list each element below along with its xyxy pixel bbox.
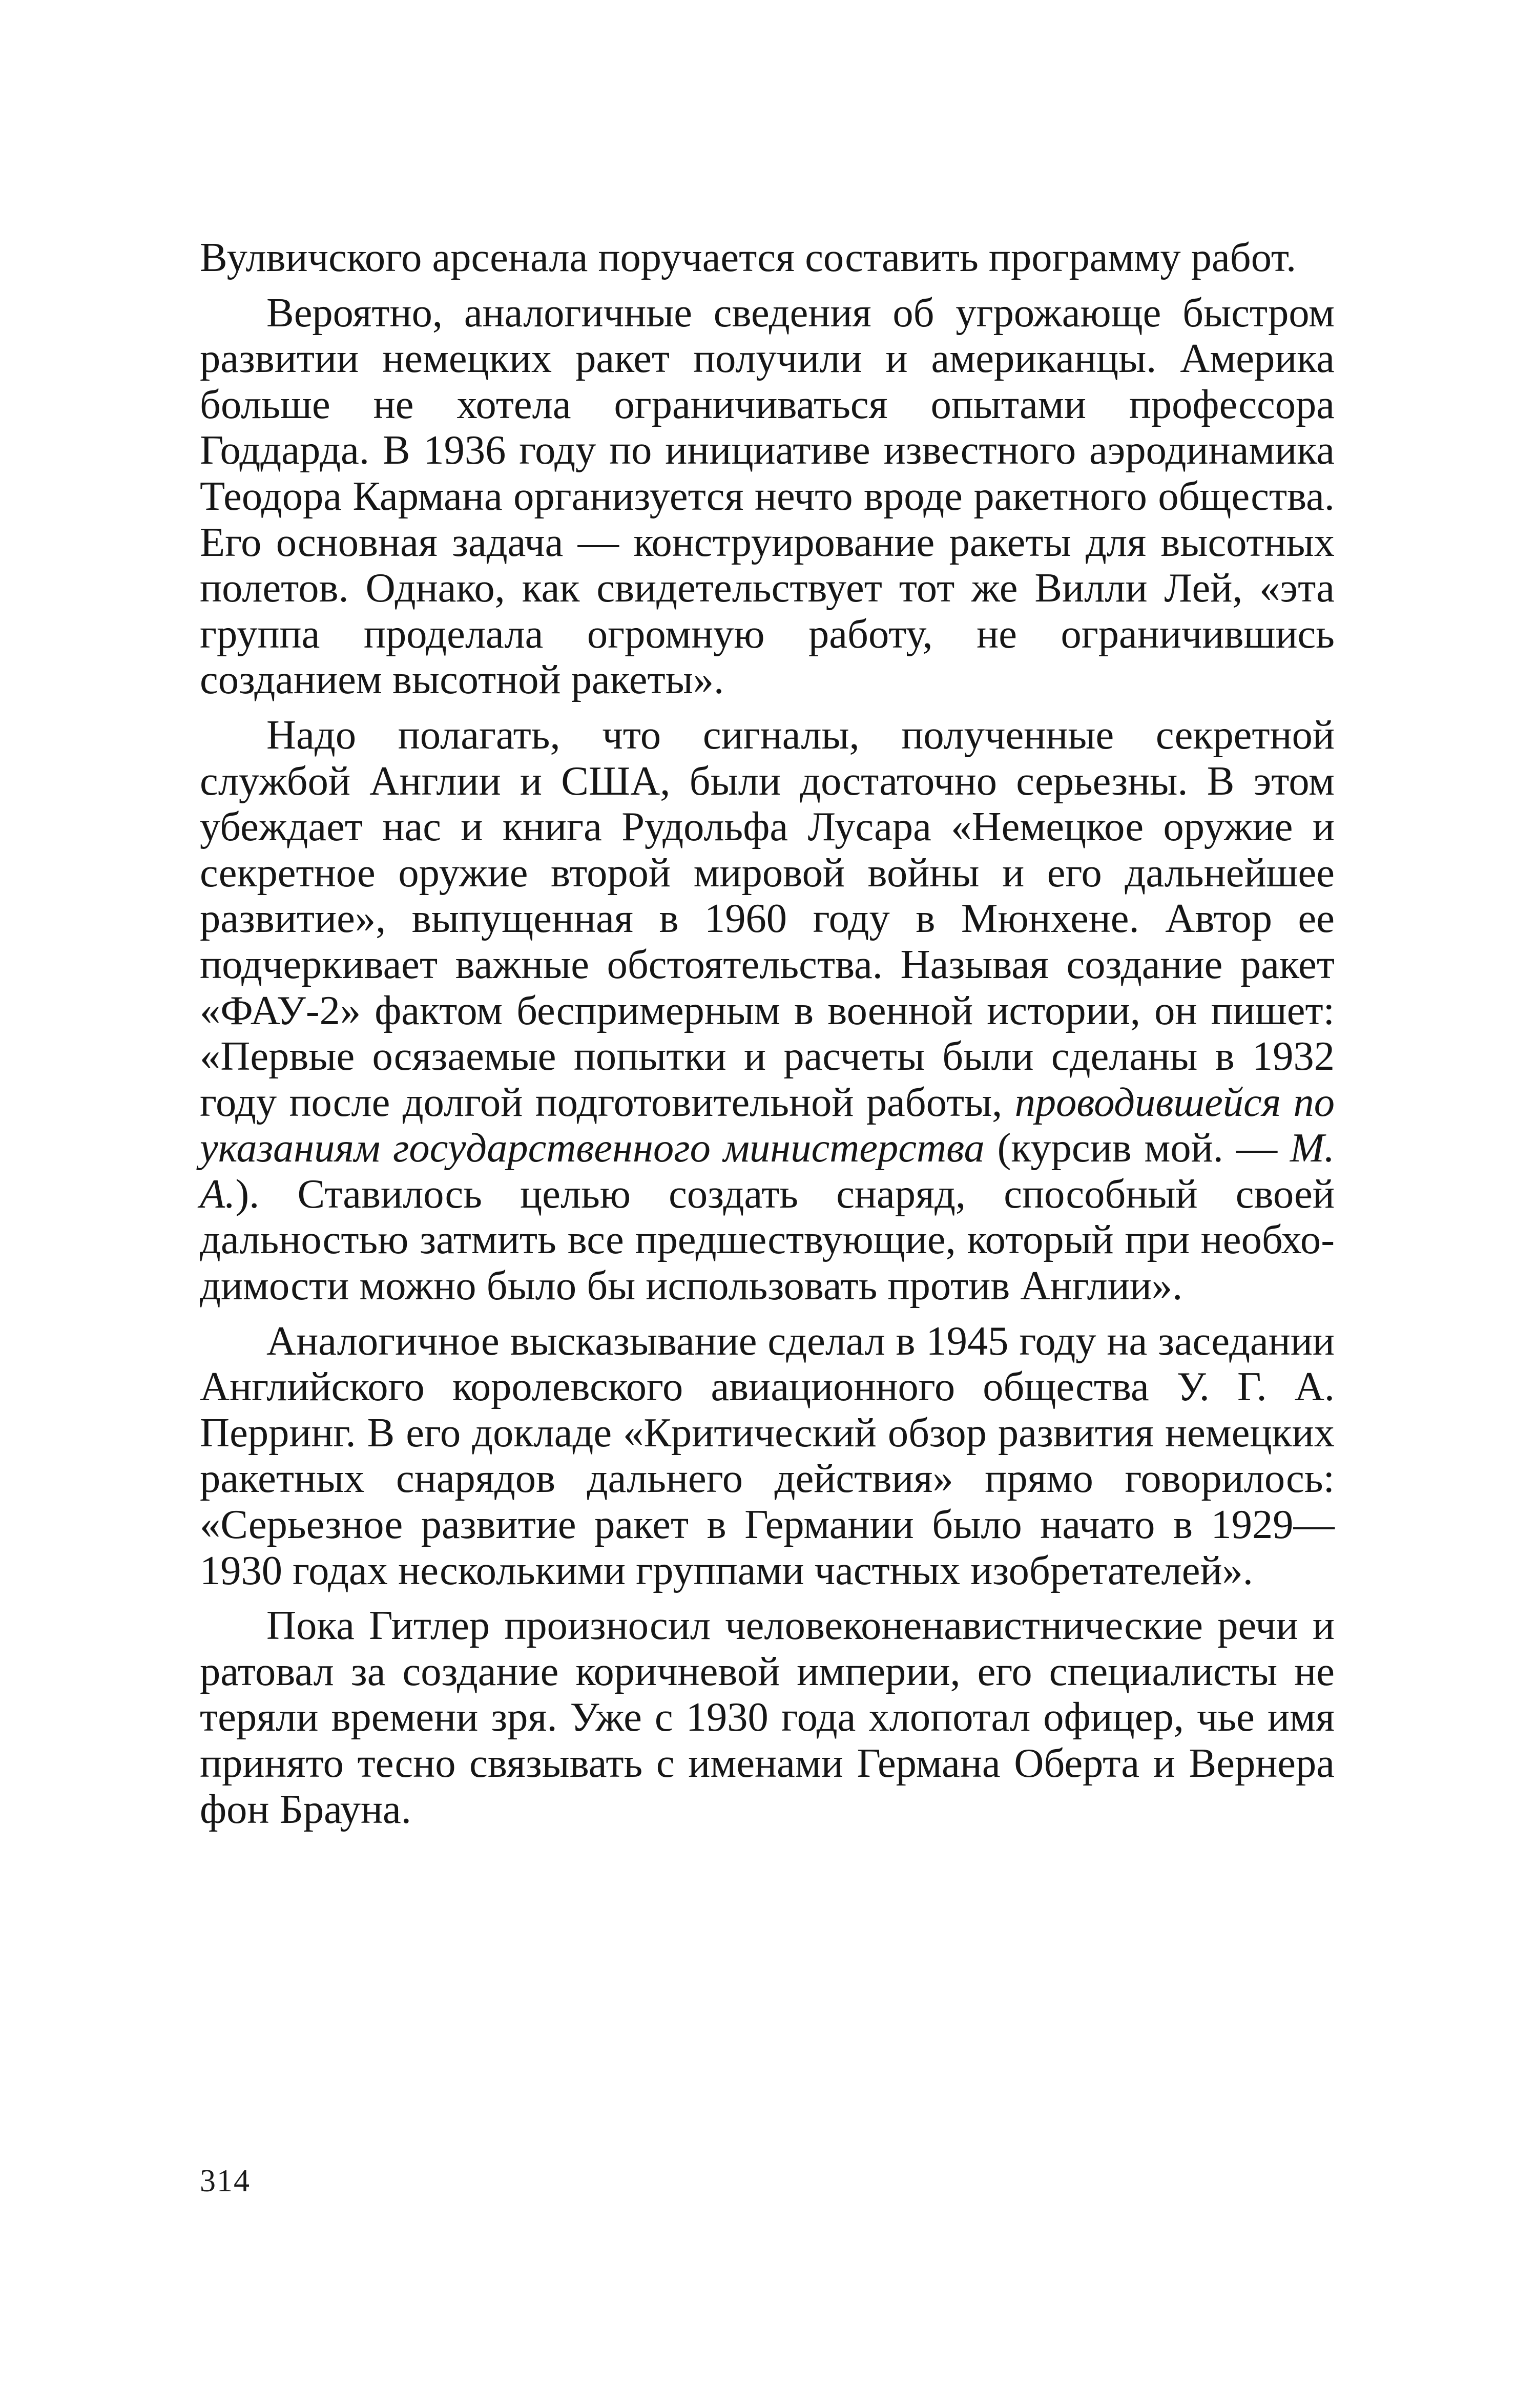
paragraph-perring-report: Аналогичное высказывание сделал в 1945 году на заседании Английского королевского авиационного общества У. Г. А. Перринг. В его докладе «Критический обзор развития немецких ракетных снарядов дальнего действия» прямо говорилось: «Серьезное развитие ракет в Германии было начато в 1929— 1930 годах несколькими группами частных изобретателей».	[200, 1318, 1335, 1593]
paragraph-continued: Вулвичского арсенала поручается составить программу работ.	[200, 235, 1297, 280]
italic-emphasis: проводившейся по указаниям государственного министерства	[200, 1079, 1335, 1171]
paragraph-text-part-b: (курсив мой. —	[984, 1125, 1290, 1171]
page-number: 314	[200, 2164, 251, 2198]
paragraph-american-rockets: Вероятно, аналогичные сведения об угрожающе быстром развитии немецких ракет получили и американцы. Америка больше не хотела ограничиваться опытами профессора Годдарда. В 1936 году по инициативе известного аэродинамика Теодора Кармана организуется нечто вроде ракетного общества. Его основная задача — конструирование ракеты для высотных полетов. Однако, как свидетельствует тот же Вилли Лей, «эта группа проделала огромную работу, не ограничившись созданием высотной ракеты».	[200, 289, 1335, 703]
body-text	[200, 235, 1335, 1832]
paragraph-text-part-a: Надо полагать, что сигналы, полученные секретной службой Англии и США, были достаточно серьезны. В этом убеждает нас и книга Рудольфа Лусара «Немецкое оружие и секретное оружие второй мировой войны и его дальнейшее развитие», выпущенная в 1960 году в Мюнхене. Автор ее подчеркивает важные обстоятельства. Называя создание ракет «ФАУ-2» фактом беспримерным в военной истории, он пишет: «Первые осязаемые попытки и расчеты были сделаны в 1932 году после долгой подготовительной работы,	[200, 712, 1335, 1125]
author-initials: М. А.	[200, 1125, 1335, 1217]
paragraph-lusar-book	[200, 712, 1335, 1309]
paragraph-hitler-specialists: Пока Гитлер произносил человеконенавистнические речи и ратовал за создание коричневой империи, его специалисты не теряли времени зря. Уже с 1930 года хлопотал офицер, чье имя принято тесно связывать с именами Германа Оберта и Вернера фон Брауна.	[200, 1603, 1335, 1832]
paragraph-text-part-c: ). Ставилось целью создать снаряд, способный своей дальностью затмить все предшествующие, который при необходимости можно было бы использовать против Англии».	[200, 1171, 1335, 1309]
